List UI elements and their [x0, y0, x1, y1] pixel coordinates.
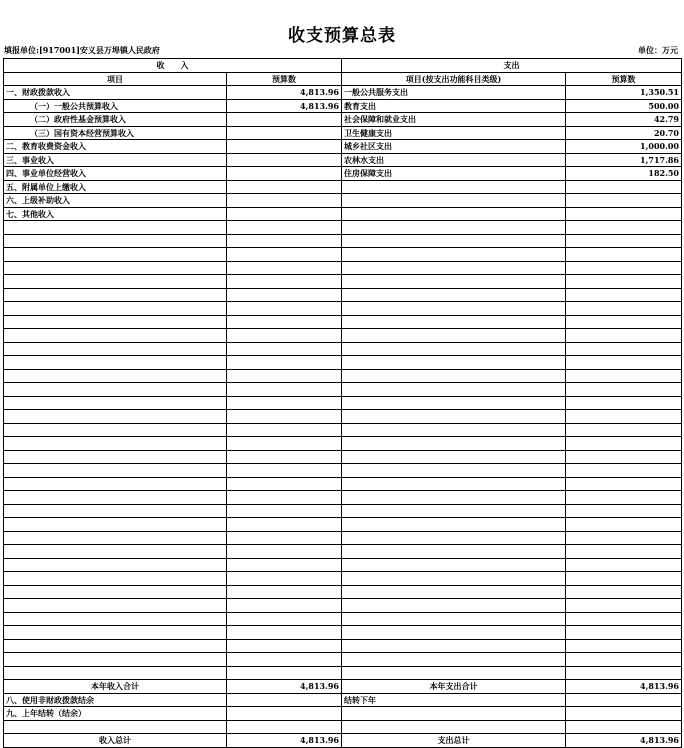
- header-row-2: [4, 72, 682, 86]
- empty-cell: [566, 315, 682, 329]
- expense-value: 20.70: [566, 126, 682, 140]
- empty-row: [4, 450, 682, 464]
- table-row: [4, 180, 682, 194]
- expense-header: 支出: [342, 59, 682, 73]
- empty-cell: [227, 410, 342, 424]
- empty-cell: [227, 396, 342, 410]
- empty-cell: [227, 275, 342, 289]
- empty-cell: [227, 288, 342, 302]
- empty-cell: [342, 585, 566, 599]
- empty-cell: [227, 639, 342, 653]
- spacer: [342, 720, 566, 734]
- expense-item: [342, 207, 566, 221]
- empty-cell: [227, 531, 342, 545]
- spacer: [4, 720, 227, 734]
- empty-row: [4, 599, 682, 613]
- empty-cell: [566, 410, 682, 424]
- empty-cell: [566, 261, 682, 275]
- empty-row: [4, 477, 682, 491]
- empty-cell: [566, 545, 682, 559]
- empty-cell: [566, 639, 682, 653]
- empty-cell: [4, 639, 227, 653]
- empty-cell: [342, 329, 566, 343]
- empty-row: [4, 315, 682, 329]
- empty-cell: [342, 410, 566, 424]
- empty-cell: [4, 504, 227, 518]
- empty-cell: [566, 518, 682, 532]
- income-header: 收 入: [4, 59, 342, 73]
- empty-cell: [566, 531, 682, 545]
- expense-item: 农林水支出: [342, 153, 566, 167]
- empty-cell: [227, 234, 342, 248]
- summary-row: [4, 693, 682, 707]
- empty-cell: [342, 653, 566, 667]
- empty-cell: [4, 464, 227, 478]
- income-item: 二、教育收费资金收入: [4, 140, 227, 154]
- income-total-label: 收入总计: [4, 734, 227, 748]
- empty-cell: [342, 504, 566, 518]
- expense-total-label: 支出总计: [342, 734, 566, 748]
- empty-cell: [227, 572, 342, 586]
- table-row: [4, 113, 682, 127]
- table-row: [4, 194, 682, 208]
- empty-cell: [227, 491, 342, 505]
- empty-row: [4, 531, 682, 545]
- empty-cell: [342, 234, 566, 248]
- empty-cell: [4, 329, 227, 343]
- empty-row: [4, 585, 682, 599]
- empty-cell: [227, 599, 342, 613]
- expense-item: 社会保障和就业支出: [342, 113, 566, 127]
- expense-value: 1,717.86: [566, 153, 682, 167]
- empty-cell: [566, 437, 682, 451]
- empty-cell: [342, 221, 566, 235]
- empty-cell: [566, 612, 682, 626]
- income-item: 六、上级补助收入: [4, 194, 227, 208]
- empty-row: [4, 221, 682, 235]
- empty-row: [4, 437, 682, 451]
- empty-cell: [227, 342, 342, 356]
- empty-cell: [342, 342, 566, 356]
- empty-cell: [566, 288, 682, 302]
- empty-row: [4, 369, 682, 383]
- empty-cell: [227, 315, 342, 329]
- year-income-label: 本年收入合计: [4, 680, 227, 694]
- empty-cell: [4, 221, 227, 235]
- empty-cell: [227, 666, 342, 680]
- income-value: [227, 140, 342, 154]
- empty-cell: [342, 639, 566, 653]
- empty-cell: [4, 356, 227, 370]
- empty-cell: [566, 302, 682, 316]
- empty-row: [4, 572, 682, 586]
- empty-cell: [342, 423, 566, 437]
- empty-cell: [342, 356, 566, 370]
- expense-value: 1,350.51: [566, 86, 682, 100]
- empty-cell: [4, 423, 227, 437]
- empty-cell: [4, 558, 227, 572]
- empty-cell: [342, 396, 566, 410]
- empty-cell: [342, 666, 566, 680]
- empty-cell: [342, 437, 566, 451]
- expense-value: 182.50: [566, 167, 682, 181]
- empty-row: [4, 545, 682, 559]
- table-row: [4, 99, 682, 113]
- expense-item: 教育支出: [342, 99, 566, 113]
- empty-row: [4, 329, 682, 343]
- empty-cell: [227, 504, 342, 518]
- empty-cell: [227, 545, 342, 559]
- empty-row: [4, 288, 682, 302]
- year-income-value: 4,813.96: [227, 680, 342, 694]
- table-row: [4, 140, 682, 154]
- expense-value: [566, 194, 682, 208]
- empty-row: [4, 356, 682, 370]
- reporting-unit: 填报单位:[917001]安义县万埠镇人民政府: [4, 45, 160, 55]
- income-value: [227, 113, 342, 127]
- empty-cell: [342, 612, 566, 626]
- empty-row: [4, 342, 682, 356]
- empty-row: [4, 383, 682, 397]
- expense-value: 42.79: [566, 113, 682, 127]
- empty-row: [4, 491, 682, 505]
- table-row: [4, 167, 682, 181]
- empty-row: [4, 275, 682, 289]
- empty-cell: [4, 369, 227, 383]
- expense-item: [342, 194, 566, 208]
- summary-row: [4, 720, 682, 734]
- empty-cell: [342, 599, 566, 613]
- empty-row: [4, 248, 682, 262]
- empty-cell: [566, 666, 682, 680]
- income-value: [227, 207, 342, 221]
- empty-cell: [566, 599, 682, 613]
- empty-row: [4, 423, 682, 437]
- empty-cell: [227, 437, 342, 451]
- extra-income-1: 八、使用非财政拨款结余: [4, 693, 227, 707]
- empty-cell: [342, 383, 566, 397]
- empty-cell: [4, 383, 227, 397]
- income-value: [227, 167, 342, 181]
- empty-cell: [227, 248, 342, 262]
- empty-cell: [4, 477, 227, 491]
- spacer: [566, 720, 682, 734]
- empty-row: [4, 558, 682, 572]
- expense-item: 卫生健康支出: [342, 126, 566, 140]
- income-item: 五、附属单位上缴收入: [4, 180, 227, 194]
- empty-row: [4, 639, 682, 653]
- empty-cell: [566, 585, 682, 599]
- empty-cell: [4, 599, 227, 613]
- empty-cell: [566, 248, 682, 262]
- empty-cell: [227, 329, 342, 343]
- expense-value: 1,000.00: [566, 140, 682, 154]
- summary-row: [4, 734, 682, 748]
- income-item: （二）政府性基金预算收入: [4, 113, 227, 127]
- empty-cell: [4, 396, 227, 410]
- empty-cell: [4, 288, 227, 302]
- empty-cell: [227, 423, 342, 437]
- empty-cell: [4, 275, 227, 289]
- empty-cell: [4, 437, 227, 451]
- income-item: 三、事业收入: [4, 153, 227, 167]
- empty-cell: [566, 491, 682, 505]
- year-expense-label: 本年支出合计: [342, 680, 566, 694]
- empty-cell: [4, 342, 227, 356]
- empty-cell: [566, 450, 682, 464]
- extra-expense-2: [342, 707, 566, 721]
- expense-value: [566, 207, 682, 221]
- empty-cell: [227, 653, 342, 667]
- income-value: 4,813.96: [227, 99, 342, 113]
- empty-cell: [342, 450, 566, 464]
- expense-budget-header: 预算数: [566, 72, 682, 86]
- empty-cell: [4, 545, 227, 559]
- header-row-1: [4, 59, 682, 73]
- empty-cell: [4, 261, 227, 275]
- expense-item: [342, 180, 566, 194]
- empty-cell: [4, 491, 227, 505]
- empty-cell: [566, 221, 682, 235]
- empty-cell: [566, 423, 682, 437]
- income-item: 七、其他收入: [4, 207, 227, 221]
- income-value: [227, 153, 342, 167]
- empty-cell: [4, 626, 227, 640]
- budget-table: [3, 58, 682, 748]
- empty-row: [4, 302, 682, 316]
- empty-cell: [4, 653, 227, 667]
- expense-item: 住房保障支出: [342, 167, 566, 181]
- table-row: [4, 126, 682, 140]
- empty-row: [4, 518, 682, 532]
- empty-cell: [227, 477, 342, 491]
- income-item: 四、事业单位经营收入: [4, 167, 227, 181]
- empty-cell: [342, 477, 566, 491]
- empty-cell: [566, 234, 682, 248]
- empty-cell: [566, 572, 682, 586]
- empty-cell: [4, 248, 227, 262]
- empty-row: [4, 396, 682, 410]
- empty-cell: [342, 558, 566, 572]
- income-value: 4,813.96: [227, 86, 342, 100]
- empty-cell: [4, 234, 227, 248]
- empty-cell: [4, 531, 227, 545]
- income-total-value: 4,813.96: [227, 734, 342, 748]
- empty-cell: [4, 612, 227, 626]
- empty-cell: [227, 585, 342, 599]
- income-budget-header: 预算数: [227, 72, 342, 86]
- empty-cell: [566, 369, 682, 383]
- empty-cell: [4, 410, 227, 424]
- empty-cell: [227, 626, 342, 640]
- expense-item: 一般公共服务支出: [342, 86, 566, 100]
- empty-cell: [227, 261, 342, 275]
- empty-cell: [342, 302, 566, 316]
- extra-expense-1-value: [566, 693, 682, 707]
- summary-row: [4, 707, 682, 721]
- empty-cell: [342, 275, 566, 289]
- expense-item: 城乡社区支出: [342, 140, 566, 154]
- empty-row: [4, 504, 682, 518]
- empty-cell: [227, 302, 342, 316]
- empty-cell: [342, 261, 566, 275]
- empty-cell: [4, 666, 227, 680]
- empty-cell: [4, 450, 227, 464]
- empty-cell: [342, 491, 566, 505]
- empty-cell: [566, 396, 682, 410]
- empty-row: [4, 653, 682, 667]
- empty-cell: [4, 315, 227, 329]
- year-expense-value: 4,813.96: [566, 680, 682, 694]
- empty-cell: [566, 275, 682, 289]
- empty-cell: [342, 545, 566, 559]
- expense-total-value: 4,813.96: [566, 734, 682, 748]
- empty-cell: [342, 248, 566, 262]
- extra-expense-2-value: [566, 707, 682, 721]
- empty-cell: [227, 612, 342, 626]
- empty-cell: [227, 356, 342, 370]
- empty-cell: [227, 558, 342, 572]
- page-title: 收支预算总表: [288, 26, 396, 46]
- expense-item-header: 项目(按支出功能科目类级): [342, 72, 566, 86]
- empty-cell: [566, 464, 682, 478]
- empty-row: [4, 410, 682, 424]
- empty-cell: [342, 315, 566, 329]
- empty-row: [4, 464, 682, 478]
- income-item-header: 项目: [4, 72, 227, 86]
- empty-cell: [566, 558, 682, 572]
- empty-cell: [342, 369, 566, 383]
- empty-cell: [227, 464, 342, 478]
- empty-row: [4, 261, 682, 275]
- extra-income-1-value: [227, 693, 342, 707]
- empty-cell: [4, 572, 227, 586]
- unit-label: 单位：万元: [638, 45, 678, 55]
- empty-cell: [566, 504, 682, 518]
- empty-cell: [566, 626, 682, 640]
- empty-cell: [342, 531, 566, 545]
- empty-cell: [342, 288, 566, 302]
- summary-row: [4, 680, 682, 694]
- income-item: （一）一般公共预算收入: [4, 99, 227, 113]
- expense-value: 500.00: [566, 99, 682, 113]
- income-value: [227, 194, 342, 208]
- empty-cell: [342, 626, 566, 640]
- empty-cell: [566, 342, 682, 356]
- empty-row: [4, 234, 682, 248]
- empty-cell: [227, 383, 342, 397]
- income-item: （三）国有资本经营预算收入: [4, 126, 227, 140]
- income-item: 一、财政拨款收入: [4, 86, 227, 100]
- empty-cell: [227, 369, 342, 383]
- empty-cell: [566, 653, 682, 667]
- empty-cell: [227, 450, 342, 464]
- empty-cell: [342, 464, 566, 478]
- empty-cell: [227, 221, 342, 235]
- extra-income-2: 九、上年结转（结余）: [4, 707, 227, 721]
- empty-cell: [4, 518, 227, 532]
- empty-cell: [566, 477, 682, 491]
- income-value: [227, 180, 342, 194]
- empty-cell: [227, 518, 342, 532]
- extra-income-2-value: [227, 707, 342, 721]
- empty-cell: [342, 572, 566, 586]
- expense-value: [566, 180, 682, 194]
- empty-cell: [4, 585, 227, 599]
- empty-cell: [342, 518, 566, 532]
- empty-cell: [566, 329, 682, 343]
- table-row: [4, 207, 682, 221]
- empty-row: [4, 612, 682, 626]
- table-row: [4, 153, 682, 167]
- empty-row: [4, 666, 682, 680]
- empty-cell: [566, 356, 682, 370]
- spacer: [227, 720, 342, 734]
- extra-expense-1: 结转下年: [342, 693, 566, 707]
- empty-cell: [4, 302, 227, 316]
- empty-cell: [566, 383, 682, 397]
- income-value: [227, 126, 342, 140]
- empty-row: [4, 626, 682, 640]
- table-row: [4, 86, 682, 100]
